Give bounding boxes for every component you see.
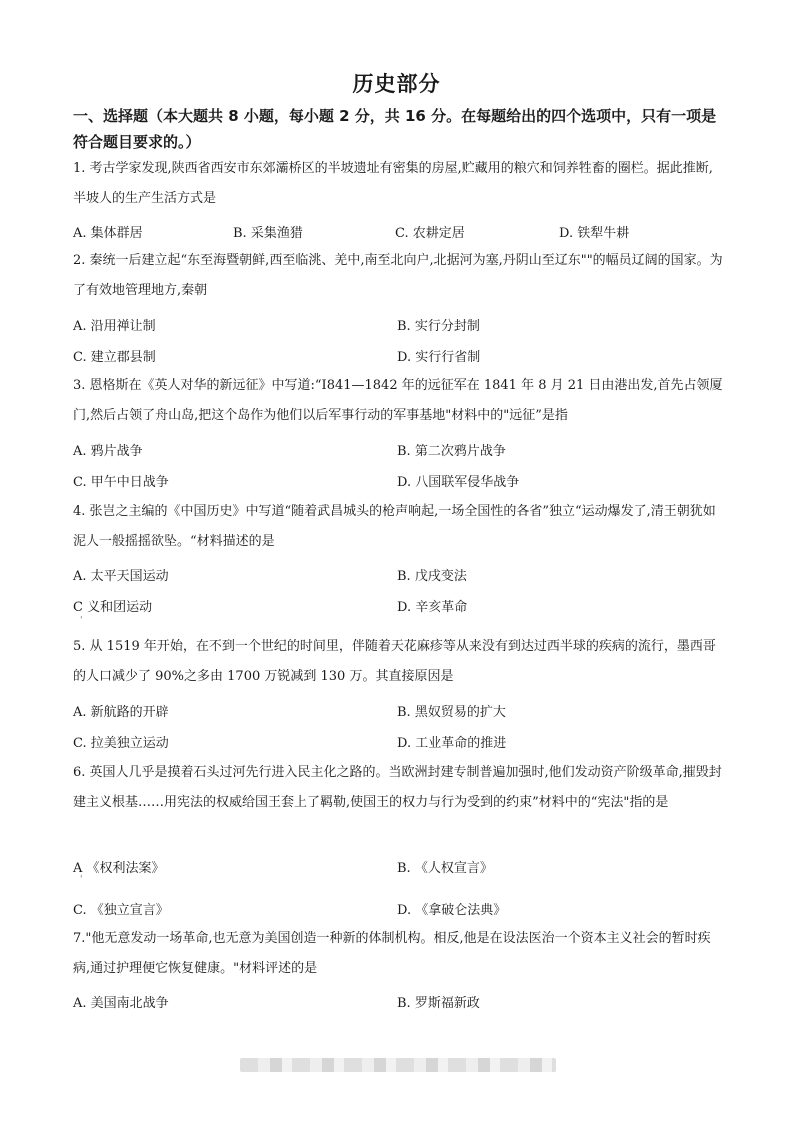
question-4-option-c[interactable]: C 义和团运动 xyxy=(73,600,153,615)
question-6-option-b[interactable]: B. 《人权宣言》 xyxy=(397,861,493,876)
question-5-option-c[interactable]: C. 拉美独立运动 xyxy=(73,736,169,751)
question-6-stem: 6. 英国人几乎是摸着石头过河先行进入民主化之路的。当欧洲封建专制普遍加强时,他们发动资产阶级革命,摧毁封建主义根基……用宪法的权威给国王套上了羁勒,使国王的权力与行为受到的约束”材料中的“宪法"指的是 xyxy=(73,765,722,810)
question-2-option-a[interactable]: A. 沿用禅让制 xyxy=(73,319,156,334)
question-1-options xyxy=(73,222,693,246)
blurred-footer-watermark xyxy=(240,1058,556,1072)
question-1-stem: 1. 考古学家发现,陕西省西安市东郊灞桥区的半坡遗址有密集的房屋,贮藏用的粮穴和饲养牲畜的圈栏。据此推断,半坡人的生产生活方式是 xyxy=(73,161,713,206)
scan-speck: ' xyxy=(80,616,83,626)
question-4-option-b[interactable]: B. 戊戌变法 xyxy=(397,569,467,584)
question-2-option-d[interactable]: D. 实行行省制 xyxy=(397,350,481,365)
question-7-option-b[interactable]: B. 罗斯福新政 xyxy=(397,996,480,1011)
question-3-option-a[interactable]: A. 鸦片战争 xyxy=(73,444,143,459)
question-1-option-a[interactable]: A. 集体群居 xyxy=(73,226,143,241)
question-3-stem: 3. 恩格斯在《英人对华的新远征》中写道:“I841—1842 年的远征军在 1841 年 8 月 21 日由港出发,首先占领厦门,然后占领了舟山岛,把这个岛作为他们以后军事行动的军事基地"材料中的"远征”是指 xyxy=(73,378,723,423)
question-3-option-b[interactable]: B. 第二次鸦片战争 xyxy=(397,444,506,459)
question-6-option-d[interactable]: D. 《拿破仑法典》 xyxy=(397,903,507,918)
scan-speck: ' xyxy=(80,875,83,885)
question-7-option-a[interactable]: A. 美国南北战争 xyxy=(73,996,169,1011)
question-2-option-c[interactable]: C. 建立郡县制 xyxy=(73,350,156,365)
question-1-option-c[interactable]: C. 农耕定居 xyxy=(395,226,465,241)
question-3-option-c[interactable]: C. 甲午中日战争 xyxy=(73,475,169,490)
question-7-stem: 7."他无意发动一场革命,也无意为美国创造一种新的体制机构。相反,他是在设法医治一个资本主义社会的暂时疾病,通过护理便它恢复健康。"材料评述的是 xyxy=(73,931,711,976)
question-2-stem: 2. 秦统一后建立起“东至海暨朝鲜,西至临洮、羌中,南至北向户,北据河为塞,丹阴山至辽东""的幅员辽阔的国家。为了有效地管理地方,秦朝 xyxy=(73,253,723,298)
question-4-stem: 4. 张岂之主编的《中国历史》中写道“随着武昌城头的枪声响起,一场全国性的各省”独立“运动爆发了,清王朝犹如泥人一般摇摇欲坠。“材料描述的是 xyxy=(73,504,716,549)
question-5-stem: 5. 从 1519 年开始，在不到一个世纪的时间里，伴随着天花麻疹等从来没有到达过西半球的疾病的流行，墨西哥的人口减少了 90%之多由 1700 万锐减到 130 万。其直接原因是 xyxy=(73,639,716,684)
question-4-option-d[interactable]: D. 辛亥革命 xyxy=(397,600,468,615)
question-5-option-a[interactable]: A. 新航路的开辟 xyxy=(73,705,169,720)
question-2-option-b[interactable]: B. 实行分封制 xyxy=(397,319,480,334)
question-1-option-d[interactable]: D. 铁犁牛耕 xyxy=(559,226,630,241)
question-6-option-c[interactable]: C. 《独立宣言》 xyxy=(73,903,169,918)
question-5-option-d[interactable]: D. 工业革命的推进 xyxy=(397,736,507,751)
question-1-option-b[interactable]: B. 采集渔猎 xyxy=(233,226,303,241)
question-5-option-b[interactable]: B. 黑奴贸易的扩大 xyxy=(397,705,506,720)
question-4-option-a[interactable]: A. 太平天国运动 xyxy=(73,569,169,584)
question-3-option-d[interactable]: D. 八国联军侵华战争 xyxy=(397,475,520,490)
page-title: 历史部分 xyxy=(352,72,441,96)
question-6-option-a[interactable]: A 《权利法案》 xyxy=(73,861,165,876)
section-heading: 一、选择题（本大题共 8 小题，每小题 2 分，共 16 分。在每题给出的四个选项中，只有一项是符合题目要求的。） xyxy=(73,107,717,151)
